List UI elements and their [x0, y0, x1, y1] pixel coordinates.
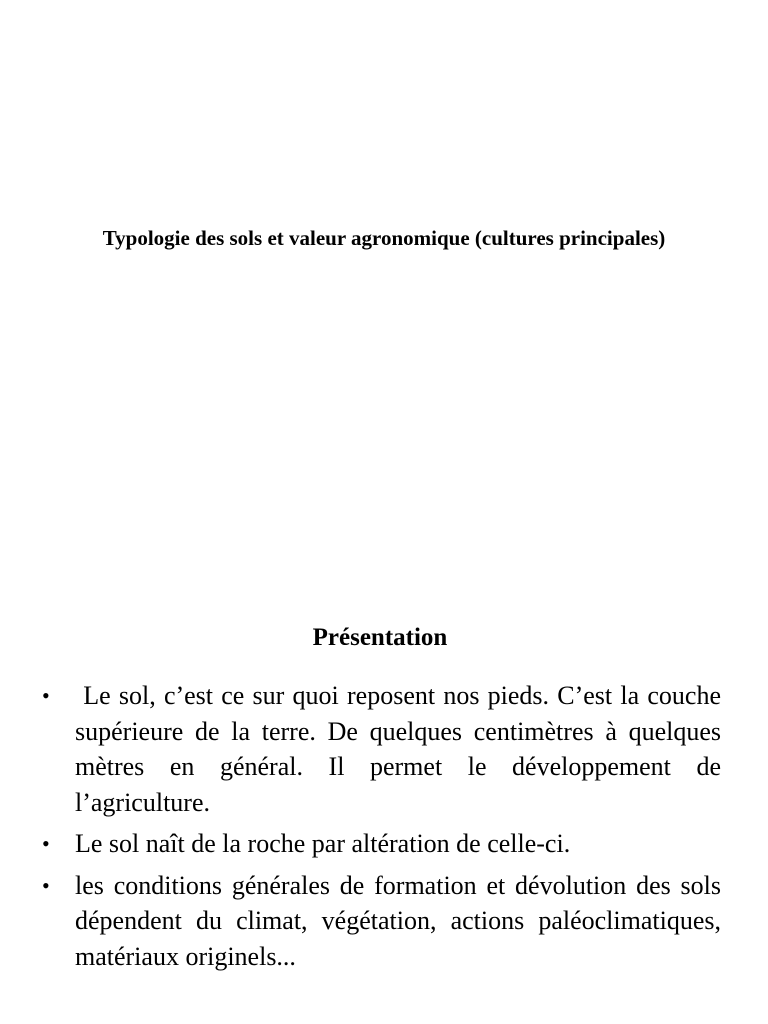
- bullet-text: Le sol naît de la roche par altération de celle-ci.: [75, 829, 571, 858]
- document-title: Typologie des sols et valeur agronomique (cultures principales): [102, 226, 666, 250]
- bullet-icon: •: [42, 831, 50, 856]
- bullet-text: Le sol, c’est ce sur quoi reposent nos pieds. C’est la couche supérieure de la terre. De quelques centimètres à quelques mètres en général. Il permet le développement de l’agriculture.: [75, 681, 721, 817]
- bullet-item: [40, 826, 721, 862]
- content-slide: [0, 512, 768, 1024]
- bullet-list: [40, 678, 721, 980]
- bullet-text: les conditions générales de formation et dévolution des sols dépendent du climat, végétation, actions paléoclimatiques, matériaux originels...: [75, 870, 721, 971]
- section-heading: Présentation: [312, 624, 448, 651]
- bullet-icon: •: [42, 872, 50, 898]
- bullet-icon: •: [42, 683, 50, 708]
- bullet-item: [40, 678, 721, 820]
- bullet-item: [40, 868, 721, 975]
